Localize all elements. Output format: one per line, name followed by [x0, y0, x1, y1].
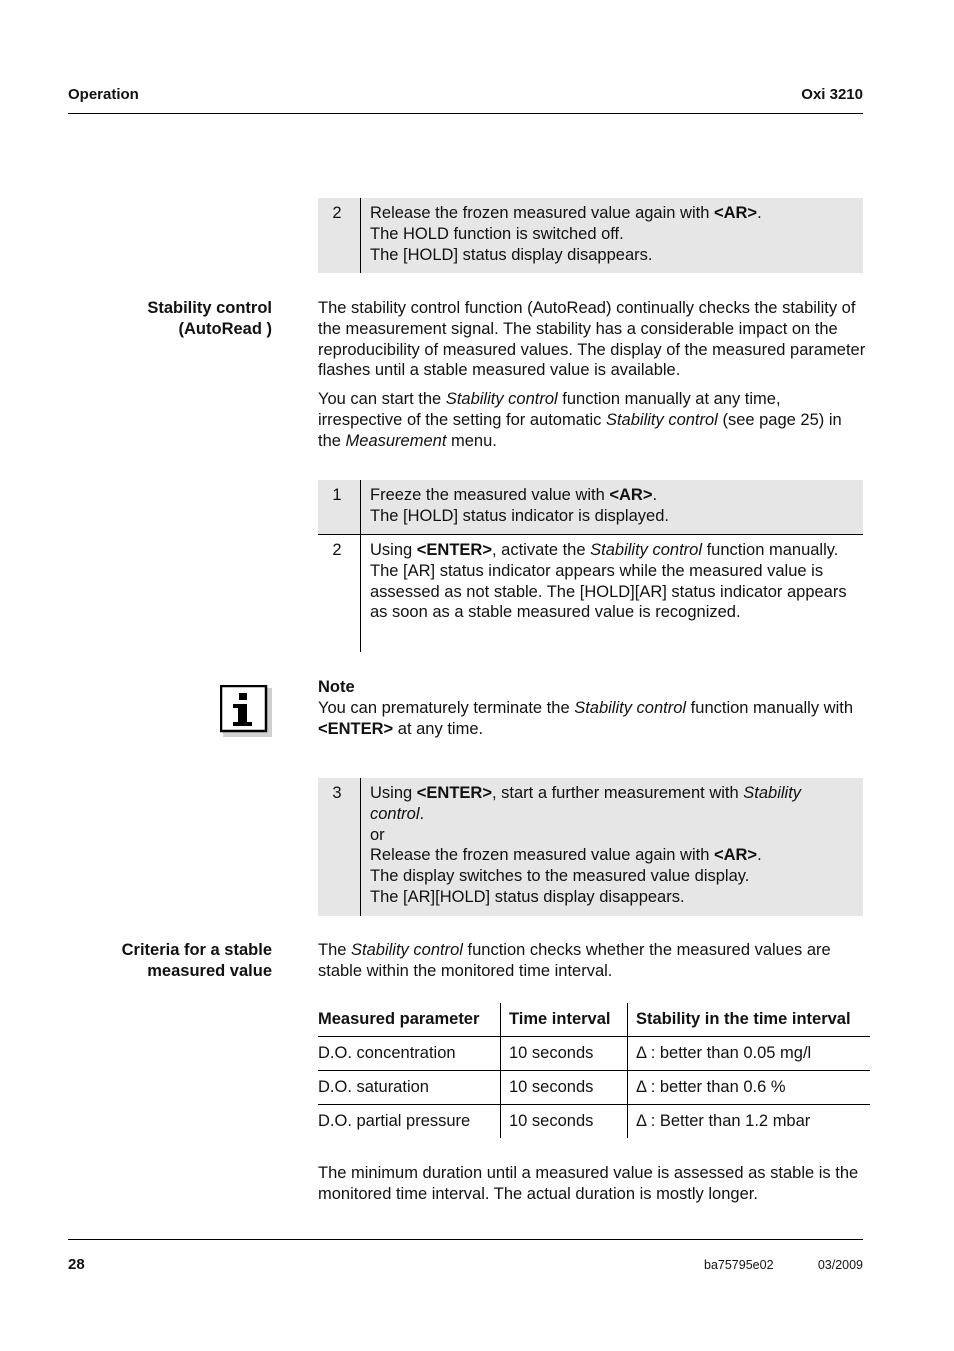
criteria-table [318, 1003, 870, 1138]
enter-key: <ENTER> [416, 541, 492, 559]
stability-paragraph-2: You can start the Stability control function manually at any time, irrespective of the setting for automatic Stability control (see page 25) in the Measurement menu. [318, 390, 842, 450]
document-date: 03/2009 [817, 1258, 863, 1272]
step-further-measurement [318, 778, 863, 916]
criteria-intro: The Stability control function checks whether the measured values are stable within the monitored time interval. [318, 941, 831, 980]
info-icon [220, 685, 268, 733]
step-text: Using <ENTER>, start a further measurement with Stability control. or Release the frozen measured value again with <AR>. The display switches to the measured value display. The [AR][HOLD] status display disappears. [370, 784, 802, 906]
step-release-hold [318, 198, 863, 273]
stability-paragraph-1: The stability control function (AutoRead) continually checks the stability of the measurement signal. The stability has a considerable impact on the reproducibility of measured values. The display of the measured parameter flashes until a stable measured value is available. [318, 299, 866, 380]
note-block [318, 677, 866, 739]
table-cell: Δ : better than 0.05 mg/l [628, 1037, 871, 1071]
step-text: Using <ENTER>, activate the Stability control function manually. The [AR] status indicator appears while the measured value is assessed as not stable. The [HOLD][AR] status indicator appears as soon as a stable measured value is recognized. [370, 541, 847, 622]
ar-key: <AR> [609, 486, 653, 504]
step-number: 2 [318, 198, 361, 273]
ar-key: <AR> [713, 846, 758, 865]
step-number: 3 [318, 778, 361, 916]
note-title: Note [318, 678, 355, 696]
table-row [318, 1071, 870, 1105]
step-text: Freeze the measured value with <AR>. The [HOLD] status indicator is displayed. [370, 486, 669, 525]
table-cell: Δ : Better than 1.2 mbar [628, 1105, 871, 1139]
header-rule [68, 113, 863, 114]
enter-key: <ENTER> [318, 719, 394, 738]
document-id: ba75795e02 [704, 1258, 774, 1272]
step-freeze [318, 480, 863, 535]
table-row [318, 1105, 870, 1139]
column-header: Measured parameter [318, 1010, 480, 1028]
table-cell: D.O. saturation [318, 1071, 501, 1105]
page-number: 28 [68, 1256, 85, 1273]
table-cell: 10 seconds [501, 1037, 628, 1071]
enter-key: <ENTER> [416, 784, 492, 802]
header-product-name: Oxi 3210 [801, 86, 863, 103]
table-cell: D.O. concentration [318, 1037, 501, 1071]
step-activate-stability [318, 535, 863, 652]
table-cell: Δ : better than 0.6 % [628, 1071, 871, 1105]
note-text: You can prematurely terminate the Stability control function manually with <ENTER> at any time. [318, 698, 854, 738]
step-text: Release the frozen measured value again with <AR>. The HOLD function is switched off. The [HOLD] status display disappears. [370, 204, 762, 264]
criteria-closing: The minimum duration until a measured value is assessed as stable is the monitored time interval. The actual duration is mostly longer. [318, 1164, 859, 1203]
step-number: 1 [318, 480, 361, 534]
ar-key: <AR> [713, 204, 758, 222]
step-number: 2 [318, 535, 361, 652]
column-header: Time interval [501, 1003, 628, 1037]
column-header: Stability in the time interval [628, 1003, 871, 1037]
table-cell: 10 seconds [501, 1105, 628, 1139]
footer-rule [68, 1239, 863, 1240]
table-header-row [318, 1003, 870, 1037]
table-cell: D.O. partial pressure [318, 1105, 501, 1139]
header-section-title: Operation [68, 86, 139, 103]
table-cell: 10 seconds [501, 1071, 628, 1105]
side-heading-criteria: Criteria for a stable measured value [121, 941, 272, 980]
table-row [318, 1037, 870, 1071]
side-heading-stability: Stability control (AutoRead ) [147, 299, 272, 338]
